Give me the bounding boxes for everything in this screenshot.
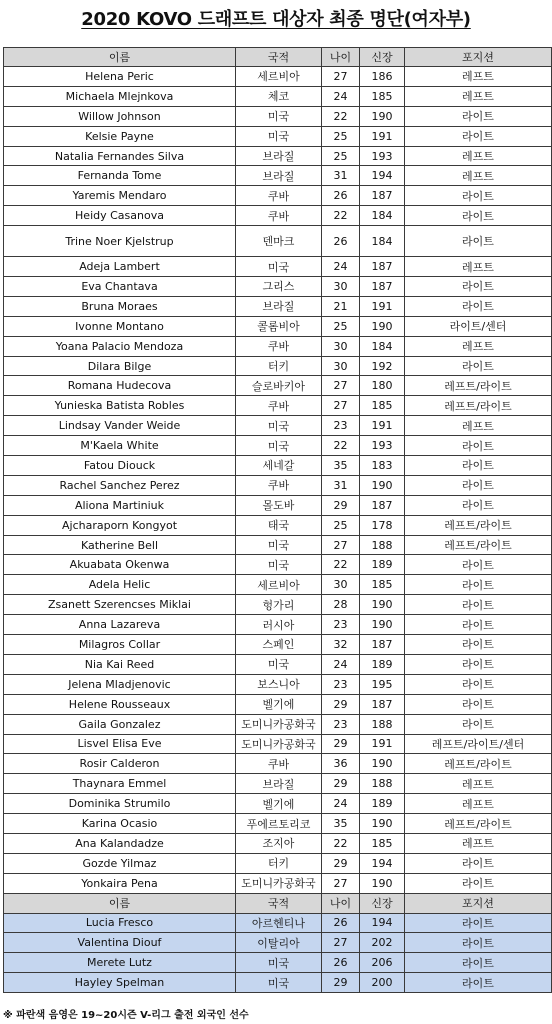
- footnote: ※ 파란색 음영은 19~20시즌 V-리그 출전 외국인 선수: [3, 1010, 249, 1021]
- table-row: [4, 475, 552, 495]
- cell-position: 레프트: [405, 146, 552, 166]
- cell-height: 206: [360, 953, 405, 973]
- table-row: [4, 296, 552, 316]
- cell-country: 미국: [236, 654, 322, 674]
- cell-name: Anna Lazareva: [4, 615, 236, 635]
- cell-position: 라이트: [405, 126, 552, 146]
- cell-country: 러시아: [236, 615, 322, 635]
- cell-height: 185: [360, 86, 405, 106]
- cell-age: 22: [322, 106, 360, 126]
- cell-height: 189: [360, 555, 405, 575]
- cell-age: 27: [322, 67, 360, 87]
- cell-age: 29: [322, 495, 360, 515]
- cell-age: 30: [322, 356, 360, 376]
- cell-name: Gozde Yilmaz: [4, 853, 236, 873]
- cell-height: 200: [360, 973, 405, 993]
- cell-country: 브라질: [236, 166, 322, 186]
- cell-position: 레프트/라이트: [405, 515, 552, 535]
- cell-age: 35: [322, 814, 360, 834]
- cell-height: 192: [360, 356, 405, 376]
- cell-name: Valentina Diouf: [4, 933, 236, 953]
- cell-position: 라이트: [405, 635, 552, 655]
- cell-age: 22: [322, 436, 360, 456]
- cell-country: 터키: [236, 356, 322, 376]
- cell-age: 26: [322, 913, 360, 933]
- cell-age: 22: [322, 833, 360, 853]
- cell-position: 레프트/라이트: [405, 535, 552, 555]
- cell-country: 스페인: [236, 635, 322, 655]
- cell-country: 벨기에: [236, 694, 322, 714]
- table-row: [4, 316, 552, 336]
- cell-height: 186: [360, 67, 405, 87]
- table-row: [4, 257, 552, 277]
- cell-height: 190: [360, 106, 405, 126]
- cell-height: 190: [360, 873, 405, 893]
- cell-position: 라이트: [405, 973, 552, 993]
- cell-age: 29: [322, 694, 360, 714]
- cell-country: 세르비아: [236, 575, 322, 595]
- cell-name: Rosir Calderon: [4, 754, 236, 774]
- cell-name: Aliona Martiniuk: [4, 495, 236, 515]
- cell-name: Dilara Bilge: [4, 356, 236, 376]
- cell-height: 187: [360, 635, 405, 655]
- cell-position: 레프트/라이트: [405, 814, 552, 834]
- cell-height: 202: [360, 933, 405, 953]
- cell-height: 191: [360, 734, 405, 754]
- cell-name: Ajcharaporn Kongyot: [4, 515, 236, 535]
- cell-name: Lindsay Vander Weide: [4, 416, 236, 436]
- cell-country: 미국: [236, 126, 322, 146]
- cell-name: Natalia Fernandes Silva: [4, 146, 236, 166]
- cell-height: 190: [360, 615, 405, 635]
- cell-country: 쿠바: [236, 336, 322, 356]
- cell-position: 라이트: [405, 436, 552, 456]
- cell-age: 27: [322, 535, 360, 555]
- table-row: [4, 754, 552, 774]
- cell-position: 라이트: [405, 953, 552, 973]
- cell-position: 레프트: [405, 336, 552, 356]
- cell-name: Milagros Collar: [4, 635, 236, 655]
- cell-country: 몰도바: [236, 495, 322, 515]
- cell-height: 187: [360, 277, 405, 297]
- table-row: [4, 595, 552, 615]
- cell-height: 190: [360, 814, 405, 834]
- cell-country: 쿠바: [236, 206, 322, 226]
- cell-country: 미국: [236, 436, 322, 456]
- cell-height: 189: [360, 654, 405, 674]
- cell-name: Nia Kai Reed: [4, 654, 236, 674]
- cell-position: 라이트: [405, 456, 552, 476]
- table-row: [4, 126, 552, 146]
- cell-age: 29: [322, 973, 360, 993]
- table-row: [4, 336, 552, 356]
- table-row: [4, 694, 552, 714]
- cell-name: Jelena Mladjenovic: [4, 674, 236, 694]
- cell-country: 쿠바: [236, 475, 322, 495]
- cell-age: 26: [322, 186, 360, 206]
- cell-country: 이탈리아: [236, 933, 322, 953]
- cell-name: Adeja Lambert: [4, 257, 236, 277]
- cell-country: 태국: [236, 515, 322, 535]
- cell-position: 라이트: [405, 674, 552, 694]
- table-row: [4, 674, 552, 694]
- cell-height: 187: [360, 694, 405, 714]
- table-row: [4, 734, 552, 754]
- cell-age: 25: [322, 316, 360, 336]
- cell-position: 레프트: [405, 416, 552, 436]
- table-row: [4, 535, 552, 555]
- column-header-country: 국적: [236, 48, 322, 67]
- table-subheader-row: [4, 893, 552, 913]
- table-row: [4, 654, 552, 674]
- table-row: [4, 146, 552, 166]
- cell-country: 덴마크: [236, 226, 322, 257]
- cell-height: 188: [360, 535, 405, 555]
- cell-name: Fernanda Tome: [4, 166, 236, 186]
- cell-height: 195: [360, 674, 405, 694]
- cell-position: 레프트/라이트/센터: [405, 734, 552, 754]
- table-row: [4, 456, 552, 476]
- cell-country: 브라질: [236, 774, 322, 794]
- column-header-age: 나이: [322, 48, 360, 67]
- cell-name: Zsanett Szerencses Miklai: [4, 595, 236, 615]
- cell-position: 레프트: [405, 166, 552, 186]
- table-header-row: [4, 48, 552, 67]
- cell-country: 도미니카공화국: [236, 734, 322, 754]
- cell-age: 24: [322, 654, 360, 674]
- table-row: [4, 814, 552, 834]
- cell-name: Lucia Fresco: [4, 913, 236, 933]
- table-row: [4, 166, 552, 186]
- cell-country: 세르비아: [236, 67, 322, 87]
- cell-height: 193: [360, 436, 405, 456]
- cell-height: 183: [360, 456, 405, 476]
- table-row: [4, 186, 552, 206]
- highlighted-table-row: [4, 913, 552, 933]
- cell-position: 라이트: [405, 913, 552, 933]
- cell-age: 24: [322, 794, 360, 814]
- cell-country: 쿠바: [236, 754, 322, 774]
- cell-position: 라이트: [405, 615, 552, 635]
- cell-age: 23: [322, 674, 360, 694]
- cell-country: 쿠바: [236, 396, 322, 416]
- cell-height: 193: [360, 146, 405, 166]
- cell-height: 178: [360, 515, 405, 535]
- cell-country: 그리스: [236, 277, 322, 297]
- cell-position: 레프트: [405, 86, 552, 106]
- cell-height: 184: [360, 336, 405, 356]
- cell-country: 미국: [236, 973, 322, 993]
- table-row: [4, 495, 552, 515]
- cell-height: 190: [360, 475, 405, 495]
- table-row: [4, 714, 552, 734]
- highlighted-table-row: [4, 953, 552, 973]
- table-row: [4, 106, 552, 126]
- cell-name: Helena Peric: [4, 67, 236, 87]
- cell-age: 29: [322, 734, 360, 754]
- highlighted-table-row: [4, 973, 552, 993]
- cell-height: 185: [360, 396, 405, 416]
- cell-age: 28: [322, 595, 360, 615]
- cell-position: 라이트: [405, 186, 552, 206]
- table-row: [4, 206, 552, 226]
- cell-country: 쿠바: [236, 186, 322, 206]
- cell-position: 레프트: [405, 67, 552, 87]
- cell-country: 도미니카공화국: [236, 873, 322, 893]
- cell-position: 레프트/라이트: [405, 754, 552, 774]
- cell-position: 라이트: [405, 356, 552, 376]
- cell-position: 라이트: [405, 277, 552, 297]
- cell-age: 21: [322, 296, 360, 316]
- cell-age: 30: [322, 277, 360, 297]
- table-row: [4, 356, 552, 376]
- table-row: [4, 794, 552, 814]
- cell-age: 26: [322, 953, 360, 973]
- cell-position: 라이트: [405, 694, 552, 714]
- cell-age: 27: [322, 396, 360, 416]
- cell-age: 27: [322, 933, 360, 953]
- cell-name: Ana Kalandadze: [4, 833, 236, 853]
- cell-name: Heidy Casanova: [4, 206, 236, 226]
- highlighted-table-row: [4, 933, 552, 953]
- table-row: [4, 853, 552, 873]
- cell-name: Katherine Bell: [4, 535, 236, 555]
- cell-name: Yonkaira Pena: [4, 873, 236, 893]
- cell-name: Adela Helic: [4, 575, 236, 595]
- cell-name: Gaila Gonzalez: [4, 714, 236, 734]
- cell-age: 29: [322, 774, 360, 794]
- cell-age: 23: [322, 615, 360, 635]
- cell-age: 22: [322, 555, 360, 575]
- cell-country: 조지아: [236, 833, 322, 853]
- table-row: [4, 277, 552, 297]
- cell-age: 24: [322, 86, 360, 106]
- cell-height: 180: [360, 376, 405, 396]
- cell-height: 194: [360, 913, 405, 933]
- cell-position: 라이트/센터: [405, 316, 552, 336]
- cell-country: 세네갈: [236, 456, 322, 476]
- table-row: [4, 376, 552, 396]
- cell-country: 도미니카공화국: [236, 714, 322, 734]
- cell-name: Thaynara Emmel: [4, 774, 236, 794]
- cell-position: 라이트: [405, 555, 552, 575]
- table-row: [4, 873, 552, 893]
- cell-age: 25: [322, 126, 360, 146]
- cell-country: 벨기에: [236, 794, 322, 814]
- cell-country: 아르헨티나: [236, 913, 322, 933]
- cell-position: 라이트: [405, 575, 552, 595]
- cell-name: Michaela Mlejnkova: [4, 86, 236, 106]
- cell-age: 27: [322, 376, 360, 396]
- cell-age: 31: [322, 166, 360, 186]
- cell-position: 레프트: [405, 794, 552, 814]
- cell-position: 라이트: [405, 853, 552, 873]
- cell-name: M'Kaela White: [4, 436, 236, 456]
- cell-position: 레프트/라이트: [405, 396, 552, 416]
- cell-name: Rachel Sanchez Perez: [4, 475, 236, 495]
- cell-country: 브라질: [236, 146, 322, 166]
- cell-height: 194: [360, 166, 405, 186]
- cell-height: 187: [360, 186, 405, 206]
- cell-position: 라이트: [405, 206, 552, 226]
- cell-age: 32: [322, 635, 360, 655]
- cell-age: 27: [322, 873, 360, 893]
- cell-age: 23: [322, 416, 360, 436]
- cell-height: 191: [360, 296, 405, 316]
- cell-position: 레프트: [405, 833, 552, 853]
- cell-country: 미국: [236, 535, 322, 555]
- cell-age: 35: [322, 456, 360, 476]
- cell-age: 29: [322, 853, 360, 873]
- table-row: [4, 396, 552, 416]
- cell-position: 라이트: [405, 714, 552, 734]
- cell-name: Merete Lutz: [4, 953, 236, 973]
- cell-name: Lisvel Elisa Eve: [4, 734, 236, 754]
- cell-age: 30: [322, 575, 360, 595]
- column-header-name: 이름: [4, 48, 236, 67]
- subheader-cell: 신장: [360, 893, 405, 913]
- cell-country: 콜롬비아: [236, 316, 322, 336]
- cell-position: 라이트: [405, 226, 552, 257]
- cell-country: 미국: [236, 106, 322, 126]
- cell-age: 23: [322, 714, 360, 734]
- cell-position: 라이트: [405, 106, 552, 126]
- cell-height: 189: [360, 794, 405, 814]
- cell-position: 라이트: [405, 475, 552, 495]
- table-row: [4, 615, 552, 635]
- subheader-cell: 포지션: [405, 893, 552, 913]
- cell-country: 브라질: [236, 296, 322, 316]
- cell-name: Trine Noer Kjelstrup: [4, 226, 236, 257]
- cell-country: 체코: [236, 86, 322, 106]
- cell-height: 191: [360, 126, 405, 146]
- cell-country: 미국: [236, 953, 322, 973]
- cell-height: 191: [360, 416, 405, 436]
- cell-height: 190: [360, 754, 405, 774]
- cell-age: 31: [322, 475, 360, 495]
- cell-name: Willow Johnson: [4, 106, 236, 126]
- cell-name: Yaremis Mendaro: [4, 186, 236, 206]
- cell-name: Helene Rousseaux: [4, 694, 236, 714]
- cell-country: 미국: [236, 257, 322, 277]
- table-row: [4, 226, 552, 257]
- table-row: [4, 515, 552, 535]
- cell-position: 레프트: [405, 774, 552, 794]
- cell-country: 슬로바키아: [236, 376, 322, 396]
- cell-position: 라이트: [405, 933, 552, 953]
- cell-position: 라이트: [405, 595, 552, 615]
- cell-name: Akuabata Okenwa: [4, 555, 236, 575]
- table-row: [4, 575, 552, 595]
- cell-country: 미국: [236, 555, 322, 575]
- cell-height: 190: [360, 595, 405, 615]
- cell-position: 레프트/라이트: [405, 376, 552, 396]
- cell-name: Kelsie Payne: [4, 126, 236, 146]
- cell-height: 185: [360, 833, 405, 853]
- cell-position: 라이트: [405, 296, 552, 316]
- cell-country: 헝가리: [236, 595, 322, 615]
- cell-age: 25: [322, 515, 360, 535]
- table-row: [4, 635, 552, 655]
- table-row: [4, 555, 552, 575]
- table-row: [4, 416, 552, 436]
- cell-name: Hayley Spelman: [4, 973, 236, 993]
- cell-position: 레프트: [405, 257, 552, 277]
- cell-name: Bruna Moraes: [4, 296, 236, 316]
- cell-position: 라이트: [405, 495, 552, 515]
- page-title: 2020 KOVO 드래프트 대상자 최종 명단(여자부): [81, 9, 471, 30]
- cell-height: 184: [360, 206, 405, 226]
- cell-country: 미국: [236, 416, 322, 436]
- subheader-cell: 국적: [236, 893, 322, 913]
- table-row: [4, 774, 552, 794]
- cell-height: 188: [360, 774, 405, 794]
- cell-country: 보스니아: [236, 674, 322, 694]
- column-header-height: 신장: [360, 48, 405, 67]
- subheader-cell: 나이: [322, 893, 360, 913]
- table-row: [4, 833, 552, 853]
- cell-height: 194: [360, 853, 405, 873]
- cell-height: 187: [360, 257, 405, 277]
- cell-position: 라이트: [405, 654, 552, 674]
- cell-name: Fatou Diouck: [4, 456, 236, 476]
- cell-age: 25: [322, 146, 360, 166]
- cell-height: 184: [360, 226, 405, 257]
- table-row: [4, 436, 552, 456]
- cell-age: 24: [322, 257, 360, 277]
- cell-age: 22: [322, 206, 360, 226]
- draft-table: [3, 47, 552, 993]
- table-row: [4, 86, 552, 106]
- cell-name: Dominika Strumilo: [4, 794, 236, 814]
- cell-height: 190: [360, 316, 405, 336]
- cell-name: Romana Hudecova: [4, 376, 236, 396]
- cell-name: Yoana Palacio Mendoza: [4, 336, 236, 356]
- cell-name: Eva Chantava: [4, 277, 236, 297]
- cell-name: Karina Ocasio: [4, 814, 236, 834]
- cell-name: Ivonne Montano: [4, 316, 236, 336]
- cell-age: 30: [322, 336, 360, 356]
- cell-country: 푸에르토리코: [236, 814, 322, 834]
- cell-country: 터키: [236, 853, 322, 873]
- cell-height: 185: [360, 575, 405, 595]
- cell-position: 라이트: [405, 873, 552, 893]
- cell-height: 187: [360, 495, 405, 515]
- cell-age: 36: [322, 754, 360, 774]
- table-row: [4, 67, 552, 87]
- cell-name: Yunieska Batista Robles: [4, 396, 236, 416]
- column-header-position: 포지션: [405, 48, 552, 67]
- cell-height: 188: [360, 714, 405, 734]
- cell-age: 26: [322, 226, 360, 257]
- subheader-cell: 이름: [4, 893, 236, 913]
